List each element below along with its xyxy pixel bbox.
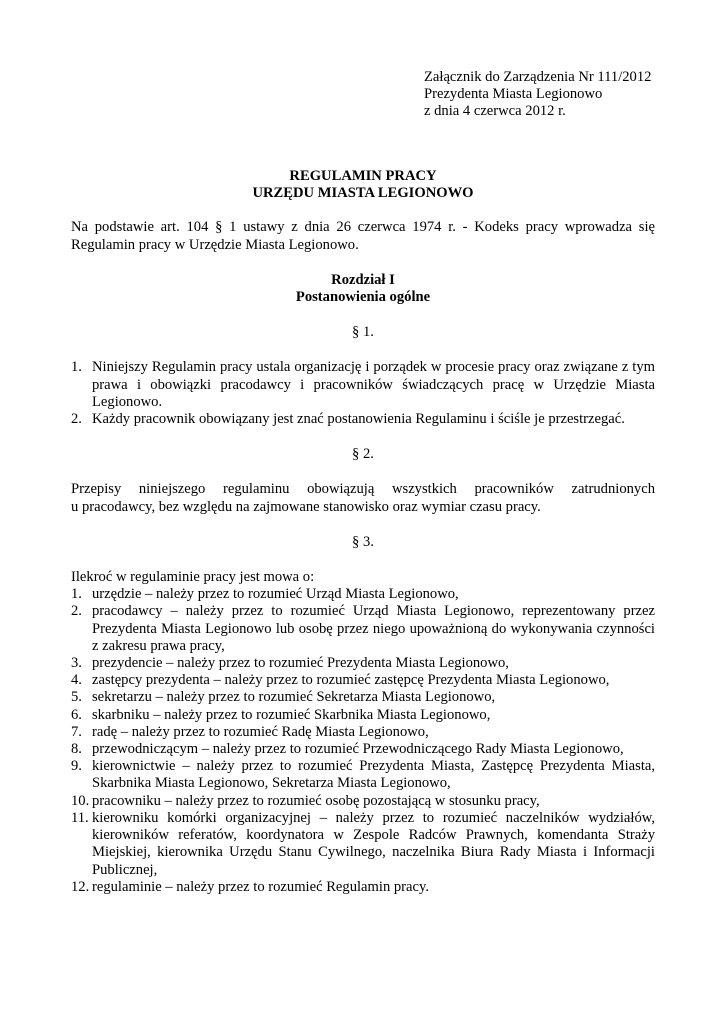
list-number: 9. [71, 758, 82, 775]
list-item [71, 758, 655, 792]
definitions-list [71, 586, 655, 896]
section-heading: § 2. [352, 446, 374, 463]
list-line: Legionowo. [92, 393, 163, 410]
section2-paragraph [71, 481, 655, 515]
list-line: z zakresu prawa pracy, [92, 637, 225, 654]
list-line: regulaminie – należy przez to rozumieć Regulamin pracy. [92, 878, 429, 895]
list-item [71, 689, 655, 706]
section-heading: § 3. [352, 533, 374, 550]
list-line: zastępcy prezydenta – należy przez to rozumieć zastępcę Prezydenta Miasta Legionowo, [92, 672, 610, 689]
list-number: 1. [71, 586, 82, 603]
list-number: 2. [71, 411, 82, 428]
list-line: pracodawcy – należy przez to rozumieć Urząd Miasta Legionowo, reprezentowany przez [92, 603, 655, 620]
list-item [71, 586, 655, 603]
list-line: kierowniku komórki organizacyjnej – należy przez to rozumieć naczelników wydziałów, [92, 809, 655, 826]
list-line: Niniejszy Regulamin pracy ustala organizację i porządek w procesie pracy oraz związane z tym [92, 359, 655, 376]
document-body [71, 168, 655, 896]
list-line: Miejskiej, kierownika Urzędu Stanu Cywilnego, naczelnika Biura Rady Miasta i Informacji [92, 844, 655, 861]
section3-lead: Ilekroć w regulaminie pracy jest mowa o: [71, 569, 315, 586]
intro-paragraph [71, 219, 655, 253]
header-line: Załącznik do Zarządzenia Nr 111/2012 [424, 69, 652, 85]
list-item [71, 879, 655, 896]
list-number: 10. [71, 792, 90, 809]
chapter-number: Rozdział I [331, 271, 395, 288]
chapter-title: Postanowienia ogólne [295, 289, 431, 306]
list-line: radę – należy przez to rozumieć Radę Miasta Legionowo, [92, 723, 429, 740]
list-line: Prezydenta Miasta Legionowo lub osobę przez niego upoważnioną do wykonywania czynności [92, 620, 655, 637]
list-line: przewodniczącym – należy przez to rozumieć Przewodniczącego Rady Miasta Legionowo, [92, 741, 624, 758]
intro-line: Regulamin pracy w Urzędzie Miasta Legionowo. [71, 236, 359, 253]
list-item [71, 603, 655, 655]
list-line: Publicznej, [92, 861, 158, 878]
list-line: kierowników referatów, koordynatora w Zespole Radców Prawnych, komendanta Straży [92, 827, 655, 844]
list-line: Skarbnika Miasta Legionowo, Sekretarza Miasta Legionowo, [92, 775, 451, 792]
list-number: 4. [71, 672, 82, 689]
list-number: 6. [71, 706, 82, 723]
list-line: prezydencie – należy przez to rozumieć Prezydenta Miasta Legionowo, [92, 655, 509, 672]
list-line: Każdy pracownik obowiązany jest znać postanowienia Regulaminu i ściśle je przestrzegać. [92, 411, 625, 428]
list-number: 11. [71, 809, 89, 826]
paragraph-line: Przepisy niniejszego regulaminu obowiązują wszystkich pracowników zatrudnionych [71, 481, 655, 498]
list-number: 5. [71, 689, 82, 706]
section-heading: § 1. [352, 324, 374, 341]
list-line: pracowniku – należy przez to rozumieć osobę pozostającą w stosunku pracy, [92, 792, 540, 809]
list-item [71, 741, 655, 758]
list-line: urzędzie – należy przez to rozumieć Urząd Miasta Legionowo, [92, 586, 459, 603]
list-item [71, 655, 655, 672]
chapter-heading [71, 272, 655, 306]
list-line: prawa i obowiązki pracodawcy i pracowników świadczących pracę w Urzędzie Miasta [92, 376, 655, 393]
intro-line: Na podstawie art. 104 § 1 ustawy z dnia 26 czerwca 1974 r. - Kodeks pracy wprowadza się [71, 219, 655, 236]
list-number: 12. [71, 878, 90, 895]
list-line: sekretarzu – należy przez to rozumieć Sekretarza Miasta Legionowo, [92, 689, 496, 706]
title-line: URZĘDU MIASTA LEGIONOWO [252, 185, 474, 202]
list-item [71, 359, 655, 411]
list-item [71, 810, 655, 879]
list-number: 1. [71, 359, 82, 376]
list-item [71, 707, 655, 724]
list-number: 3. [71, 655, 82, 672]
list-number: 7. [71, 723, 82, 740]
list-number: 8. [71, 741, 82, 758]
list-item [71, 672, 655, 689]
document-title [71, 168, 655, 202]
section1-list [71, 359, 655, 428]
title-line: REGULAMIN PRACY [289, 168, 437, 184]
header-line: Prezydenta Miasta Legionowo [424, 86, 603, 103]
attachment-header [424, 69, 651, 121]
list-number: 2. [71, 603, 82, 620]
list-item [71, 724, 655, 741]
header-line: z dnia 4 czerwca 2012 r. [424, 103, 566, 120]
list-line: kierownictwie – należy przez to rozumieć Prezydenta Miasta, Zastępcę Prezydenta Miasta, [92, 758, 655, 775]
list-line: skarbniku – należy przez to rozumieć Skarbnika Miasta Legionowo, [92, 706, 491, 723]
list-item [71, 411, 655, 428]
list-item [71, 793, 655, 810]
paragraph-line: u pracodawcy, bez względu na zajmowane stanowisko oraz wymiar czasu pracy. [71, 498, 541, 515]
